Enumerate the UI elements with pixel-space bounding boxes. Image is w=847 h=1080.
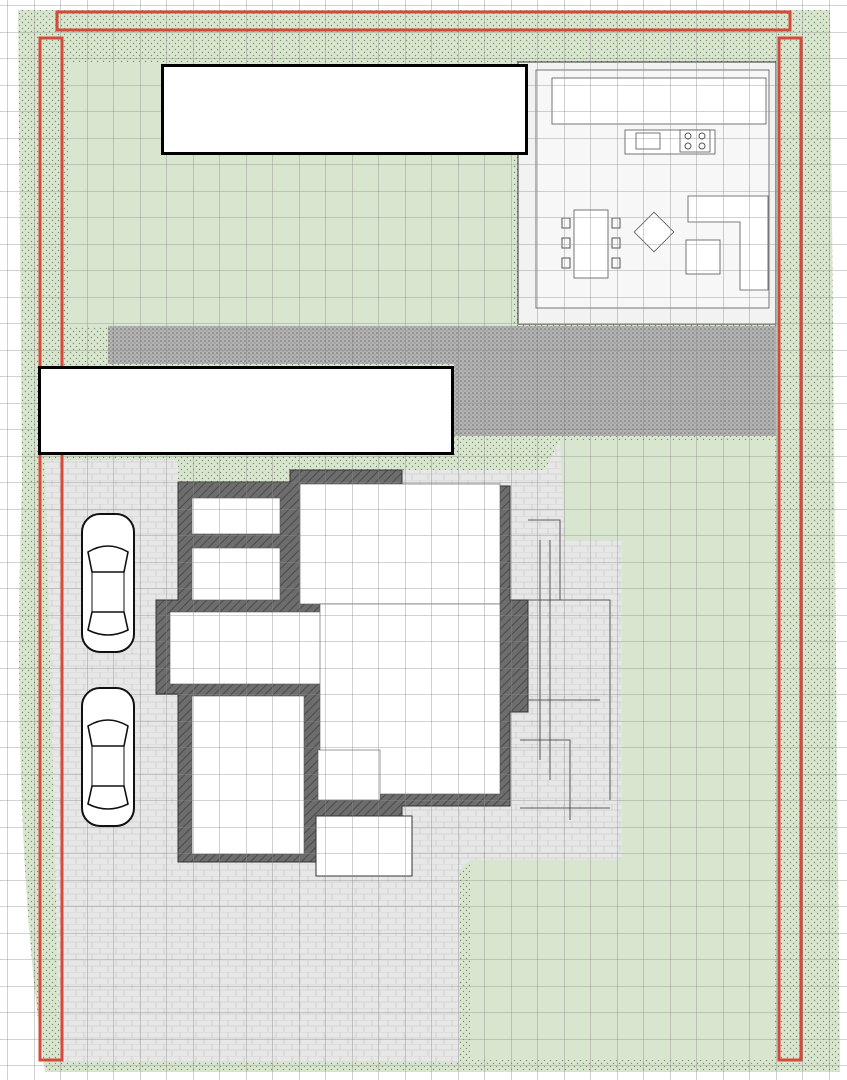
car-icon: [78, 686, 138, 828]
annotation-right-wall: [346, 959, 762, 1045]
annotation-top-wall: [161, 64, 528, 155]
annotation-left-wall: [38, 366, 454, 455]
car-icon: [78, 512, 138, 654]
